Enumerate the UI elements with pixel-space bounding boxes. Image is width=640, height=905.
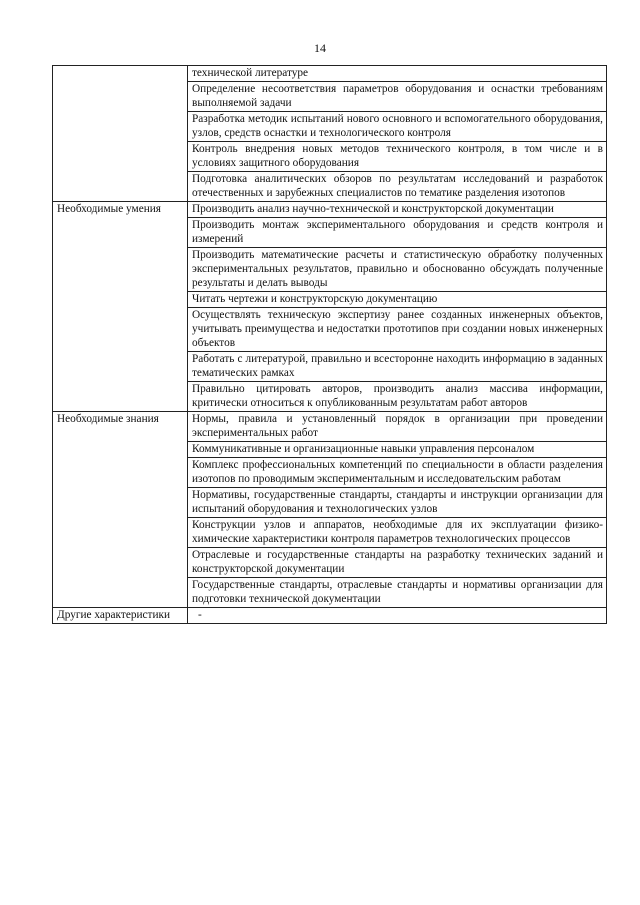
empty-value-dash: -: [198, 609, 202, 621]
table-row: [53, 608, 607, 624]
table-row: [53, 66, 607, 82]
requirement-cell: Производить анализ научно-технической и конструкторской документации: [188, 202, 607, 218]
section-label-knowledge: Необходимые знания: [53, 412, 188, 608]
requirement-cell: Работать с литературой, правильно и всесторонне находить информацию в заданных тематических рамках: [188, 352, 607, 382]
requirement-cell: Подготовка аналитических обзоров по результатам исследований и разработок отечественных и зарубежных специалистов по тематике разделения изотопов: [188, 172, 607, 202]
requirement-cell: технической литературе: [188, 66, 607, 82]
requirement-cell: [188, 608, 607, 624]
requirement-cell: Нормативы, государственные стандарты, стандарты и инструкции организации для испытаний оборудования и технологических узлов: [188, 488, 607, 518]
requirement-cell: Определение несоответствия параметров оборудования и оснастки требованиям выполняемой задачи: [188, 82, 607, 112]
requirement-cell: Государственные стандарты, отраслевые стандарты и нормативы организации для подготовки технической документации: [188, 578, 607, 608]
requirement-cell: Производить математические расчеты и статистическую обработку полученных экспериментальных результатов, правильно и обоснованно обсуждать полученные результаты и делать выводы: [188, 248, 607, 292]
section-label-skills: Необходимые умения: [53, 202, 188, 412]
section-label-other: Другие характеристики: [53, 608, 188, 624]
requirements-table: [52, 65, 607, 624]
requirement-cell: Отраслевые и государственные стандарты на разработку технических заданий и конструкторской документации: [188, 548, 607, 578]
section-label: [53, 66, 188, 202]
requirement-cell: Производить монтаж экспериментального оборудования и средств контроля и измерений: [188, 218, 607, 248]
requirement-cell: Комплекс профессиональных компетенций по специальности в области разделения изотопов по проводимым экспериментальным и исследовательским работам: [188, 458, 607, 488]
requirement-cell: Контроль внедрения новых методов технического контроля, в том числе и в условиях защитного оборудования: [188, 142, 607, 172]
requirement-cell: Разработка методик испытаний нового основного и вспомогательного оборудования, узлов, средств оснастки и технологического контроля: [188, 112, 607, 142]
table-row: [53, 412, 607, 442]
table-row: [53, 202, 607, 218]
requirement-cell: Конструкции узлов и аппаратов, необходимые для их эксплуатации физико-химические характеристики контроля параметров технологических процессов: [188, 518, 607, 548]
requirement-cell: Правильно цитировать авторов, производить анализ массива информации, критически относиться к опубликованным результатам работ авторов: [188, 382, 607, 412]
page-number: 14: [314, 41, 326, 55]
requirement-cell: Осуществлять техническую экспертизу ранее созданных инженерных объектов, учитывать преимущества и недостатки прототипов при создании новых инженерных объектов: [188, 308, 607, 352]
requirement-cell: Нормы, правила и установленный порядок в организации при проведении экспериментальных работ: [188, 412, 607, 442]
requirement-cell: Коммуникативные и организационные навыки управления персоналом: [188, 442, 607, 458]
requirement-cell: Читать чертежи и конструкторскую документацию: [188, 292, 607, 308]
